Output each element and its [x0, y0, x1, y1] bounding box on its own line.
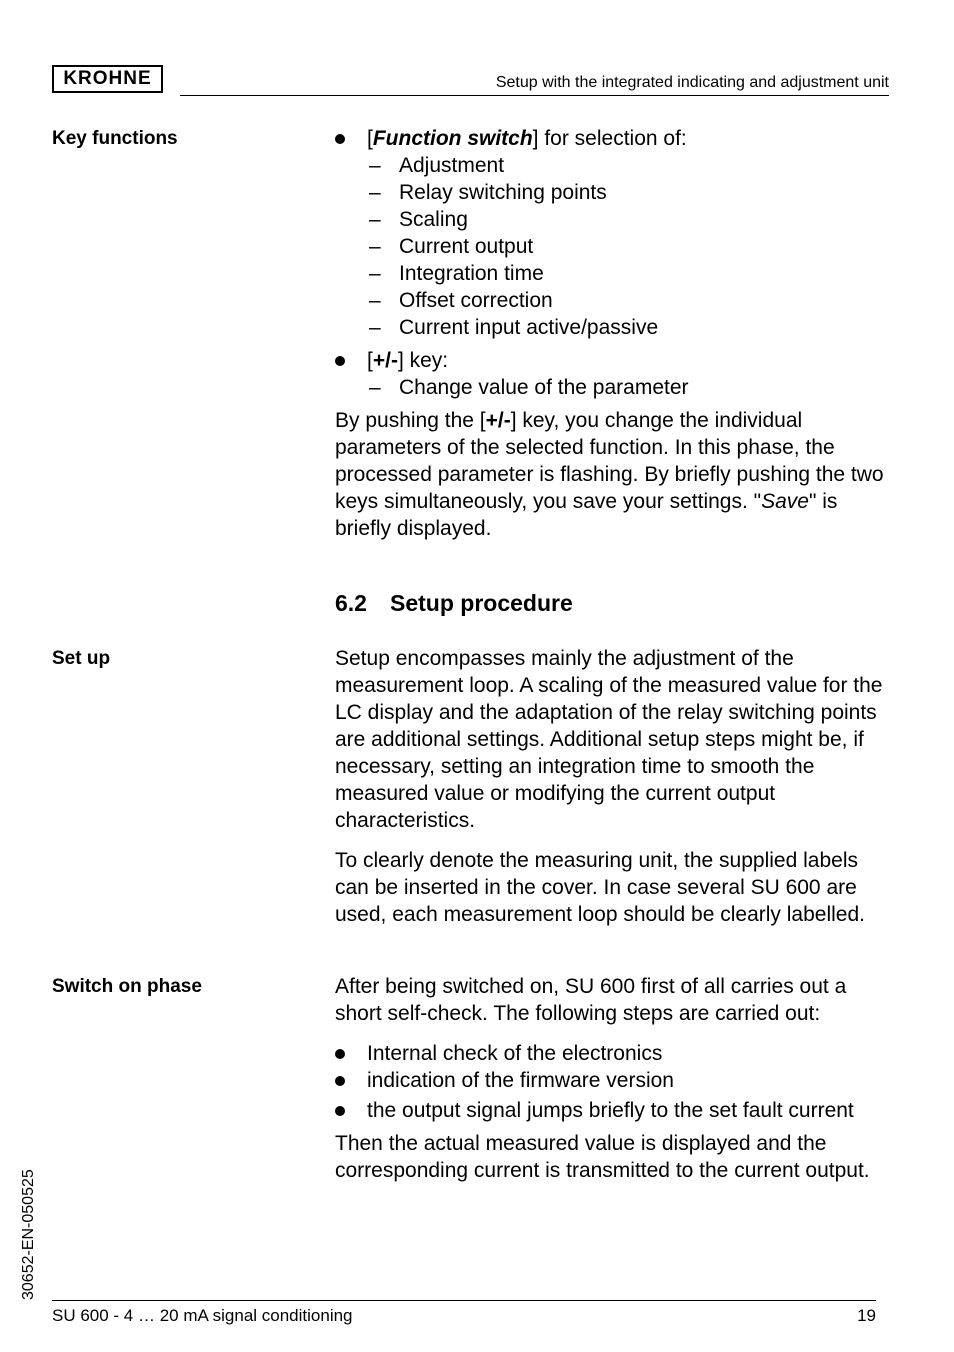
switch-on-phase-label: Switch on phase — [52, 976, 202, 997]
bullet-icon — [335, 134, 345, 144]
footer-product: SU 600 - 4 … 20 mA signal conditioning — [52, 1306, 353, 1325]
key-functions-paragraph: By pushing the [+/-] key, you change the individual parameters of the selected function. In this phase, the processed parameter is flashing. By briefly pushing the two keys simultaneously, you save your settings. "Save" is briefly displayed. — [335, 409, 884, 540]
dash-icon: – — [369, 208, 381, 231]
header-divider — [180, 95, 889, 96]
dash-icon: – — [369, 316, 381, 339]
footer-divider — [52, 1300, 876, 1301]
list-item: – Integration time — [369, 262, 544, 285]
list-item: – Adjustment — [369, 154, 505, 177]
dash-icon: – — [369, 181, 381, 204]
switch-on-intro: After being switched on, SU 600 first of all carries out a short self-check. The following steps are carried out: — [335, 975, 847, 1025]
bullet-icon — [335, 1076, 345, 1086]
list-item: – Offset correction — [369, 289, 553, 312]
list-item: – Current input active/passive — [369, 316, 659, 339]
set-up-paragraph-1: Setup encompasses mainly the adjustment of the measurement loop. A scaling of the measured value for the LC display and the adaptation of the relay switching points are additional settings. Additional setup steps might be, if necessary, setting an integration time to smooth the measured value or modifying the current output characteristics. — [335, 647, 883, 832]
dash-icon: – — [369, 289, 381, 312]
plus-minus-term: +/- — [372, 349, 398, 372]
list-item: – Relay switching points — [369, 181, 607, 204]
key-functions-content — [335, 125, 895, 542]
list-item: – Current output — [369, 235, 534, 258]
page-number: 19 — [857, 1306, 876, 1325]
set-up-label: Set up — [52, 648, 111, 669]
set-up-paragraph-2: To clearly denote the measuring unit, the supplied labels can be inserted in the cover. In case several SU 600 are used, each measurement loop should be clearly labelled. — [335, 849, 865, 926]
list-item: the output signal jumps briefly to the set fault current — [335, 1097, 895, 1124]
list-item: – Change value of the parameter — [369, 376, 689, 399]
plus-minus-bullet: [+/-] key: — [335, 347, 895, 374]
document-code: 30652-EN-050525 — [20, 1169, 37, 1300]
dash-icon: – — [369, 262, 381, 285]
list-item: indication of the firmware version — [335, 1067, 895, 1094]
list-item: – Scaling — [369, 208, 468, 231]
section-heading — [335, 590, 573, 617]
switch-on-outro: Then the actual measured value is displayed and the corresponding current is transmitted to the current output. — [335, 1132, 870, 1182]
set-up-content — [335, 645, 895, 928]
function-switch-bullet: [Function switch] for selection of: — [335, 125, 895, 152]
switch-on-content — [335, 973, 895, 1184]
section-number: 6.2 — [335, 590, 367, 616]
list-item: Internal check of the electronics — [335, 1040, 895, 1067]
key-functions-label: Key functions — [52, 128, 178, 149]
bullet-icon — [335, 1049, 345, 1059]
function-switch-term: Function switch — [372, 127, 533, 150]
section-title: Setup procedure — [390, 590, 573, 616]
header-title: Setup with the integrated indicating and adjustment unit — [495, 74, 889, 91]
krohne-logo: KROHNE — [52, 65, 163, 93]
dash-icon: – — [369, 235, 381, 258]
dash-icon: – — [369, 376, 381, 399]
bullet-icon — [335, 1106, 345, 1116]
bullet-icon — [335, 356, 345, 366]
dash-icon: – — [369, 154, 381, 177]
